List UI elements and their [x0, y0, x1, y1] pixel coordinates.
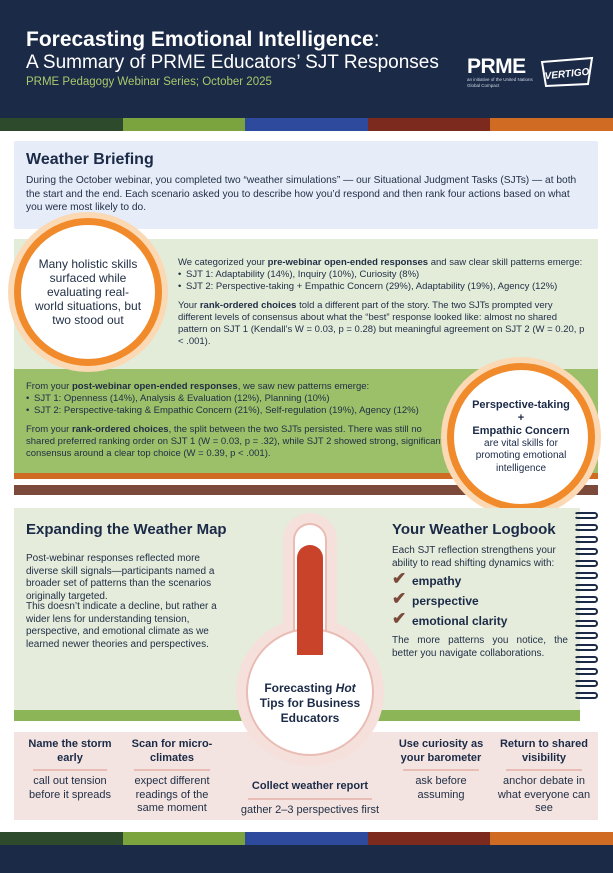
logbook-intro: Each SJT reflection strengthens your ability to read shifting dynamics with:	[392, 545, 556, 569]
spiral-icon	[574, 620, 598, 627]
tip-card	[124, 738, 220, 816]
spiral-icon	[574, 668, 598, 675]
tip-divider	[134, 769, 211, 771]
post-webinar-text: From your post-webinar open-ended responses, we saw new patterns emerge: • SJT 1: Openness (14%), Analysis & Evaluation (12%), Planning (10%) • SJT 2: Perspective-taking & Empathic Concern (21%), Self-regulation (19%), Agency (12%) From your rank-ordered choices, the split between the two SJTs persisted. There was still no shared preferred ranking order on SJT 1 (W = 0.03, p = .32), while SJT 2 showed strong, significant consensus around a clear top choice (W = 0.39, p < .001).	[26, 381, 444, 460]
highlight-circle	[14, 218, 162, 366]
logbook-title: Your Weather Logbook	[392, 521, 556, 538]
skill-label: Empathic Concern	[472, 424, 570, 437]
tip-heading: Scan for micro-climates	[131, 738, 213, 764]
skill-label: Perspective-taking	[472, 398, 570, 411]
briefing-title: Weather Briefing	[26, 151, 154, 168]
tip-heading: Name the storm early	[28, 738, 112, 764]
prme-tagline: an initiative of the United Nations Global Compact	[467, 77, 533, 88]
spiral-icon	[574, 572, 598, 579]
tip-body: ask before assuming	[415, 775, 467, 801]
highlight-circle-text: Many holistic skills surfaced while evaluating real-world situations, but two stood out	[34, 257, 142, 327]
svg-text:VERTIGO: VERTIGO	[544, 66, 590, 83]
page-subtitle: A Summary of PRME Educators’ SJT Responses	[26, 52, 439, 73]
tip-body: anchor debate in what everyone can see	[497, 775, 591, 814]
list-item: • SJT 2: Perspective-taking + Empathic Concern (29%), Adaptability (19%), Agency (12%)	[178, 281, 588, 293]
spiral-icon	[574, 656, 598, 663]
pre-webinar-text: We categorized your pre-webinar open-ended responses and saw clear skill patterns emerge: • SJT 1: Adaptability (14%), Inquiry (10%), Curiosity (8%) • SJT 2: Perspective-taking + Empathic Concern (29%), Adaptability (19%), Agency (12%) Your rank-ordered choices told a different part of the story. The two SJTs prompted very different levels of consensus about what the “best” response looked like: almost no shared pattern on SJT 1 (Kendall’s W = 0.03, p = 0.28) but meaningful agreement on SJT 2 (W = 0.20, p < .001).	[178, 257, 588, 348]
spiral-icon	[574, 596, 598, 603]
plus-sign: +	[517, 411, 525, 424]
tip-card	[24, 738, 116, 802]
spiral-icon	[574, 680, 598, 687]
tip-body: gather 2–3 perspectives first	[240, 803, 380, 816]
spiral-icon	[574, 536, 598, 543]
key-skills-caption: are vital skills for promoting emotional intelligence	[475, 437, 567, 474]
logbook-closing: The more patterns you notice, the better you navigate collaborations.	[392, 635, 568, 659]
tip-card	[394, 738, 488, 802]
spiral-icon	[574, 524, 598, 531]
spiral-icon	[574, 512, 598, 519]
series-label: PRME Pedagogy Webinar Series; October 2025	[26, 76, 272, 88]
check-icon: ✔	[392, 589, 407, 608]
list-item: • SJT 2: Perspective-taking & Empathic Concern (21%), Self-regulation (19%), Agency (12%)	[26, 405, 444, 417]
tip-card	[232, 780, 388, 817]
logbook-item: empathy	[412, 574, 462, 588]
check-icon: ✔	[392, 609, 407, 628]
color-stripe-bottom	[0, 832, 613, 845]
tip-heading: Use curiosity as your barometer	[398, 738, 484, 764]
color-stripe-top	[0, 118, 613, 131]
spiral-icon	[574, 692, 598, 699]
footer-bar	[0, 845, 613, 873]
logbook-item: perspective	[412, 594, 479, 608]
logbook-item: emotional clarity	[412, 614, 508, 628]
vertigo-logo	[538, 54, 596, 90]
tips-heading: Forecasting Hot Tips for Business Educators	[259, 681, 361, 725]
expanding-paragraph: This doesn’t indicate a decline, but rather a wider lens for understanding tension, perspective, and emotional climate as we learned newer theories and perspectives.	[26, 601, 217, 650]
check-icon: ✔	[392, 569, 407, 588]
list-item: • SJT 1: Adaptability (14%), Inquiry (10%), Curiosity (8%)	[178, 269, 588, 281]
spiral-icon	[574, 560, 598, 567]
tip-heading: Return to shared visibility	[499, 738, 588, 764]
tip-body: call out tension before it spreads	[29, 775, 111, 801]
tip-divider	[403, 769, 478, 771]
thermometer-mercury	[297, 545, 323, 655]
tip-divider	[248, 798, 373, 800]
tip-divider	[506, 769, 583, 771]
tip-body: expect different readings of the same moment	[134, 775, 210, 814]
list-item: • SJT 1: Openness (14%), Analysis & Evaluation (12%), Planning (10%)	[26, 393, 444, 405]
tip-heading: Collect weather report	[251, 780, 369, 792]
page-title: Forecasting Emotional Intelligence:	[26, 28, 380, 51]
spiral-icon	[574, 632, 598, 639]
key-skills-circle	[447, 363, 595, 511]
tip-divider	[33, 769, 107, 771]
tip-card	[496, 738, 592, 816]
spiral-icon	[574, 644, 598, 651]
spiral-icon	[574, 548, 598, 555]
spiral-icon	[574, 584, 598, 591]
spiral-icon	[574, 608, 598, 615]
prme-logo: PRME	[467, 55, 526, 78]
expanding-paragraph: Post-webinar responses reflected more diverse skill signals—participants named a broader set of patterns than the scenarios originally targeted.	[26, 553, 215, 602]
expanding-title: Expanding the Weather Map	[26, 521, 227, 538]
briefing-text: During the October webinar, you completed two “weather simulations” — our Situational Judgment Tasks (SJTs) — at both the start and the end. Each scenario asked you to describe how you’d respond and then rank four actions based on what you were most likely to do.	[26, 175, 577, 213]
